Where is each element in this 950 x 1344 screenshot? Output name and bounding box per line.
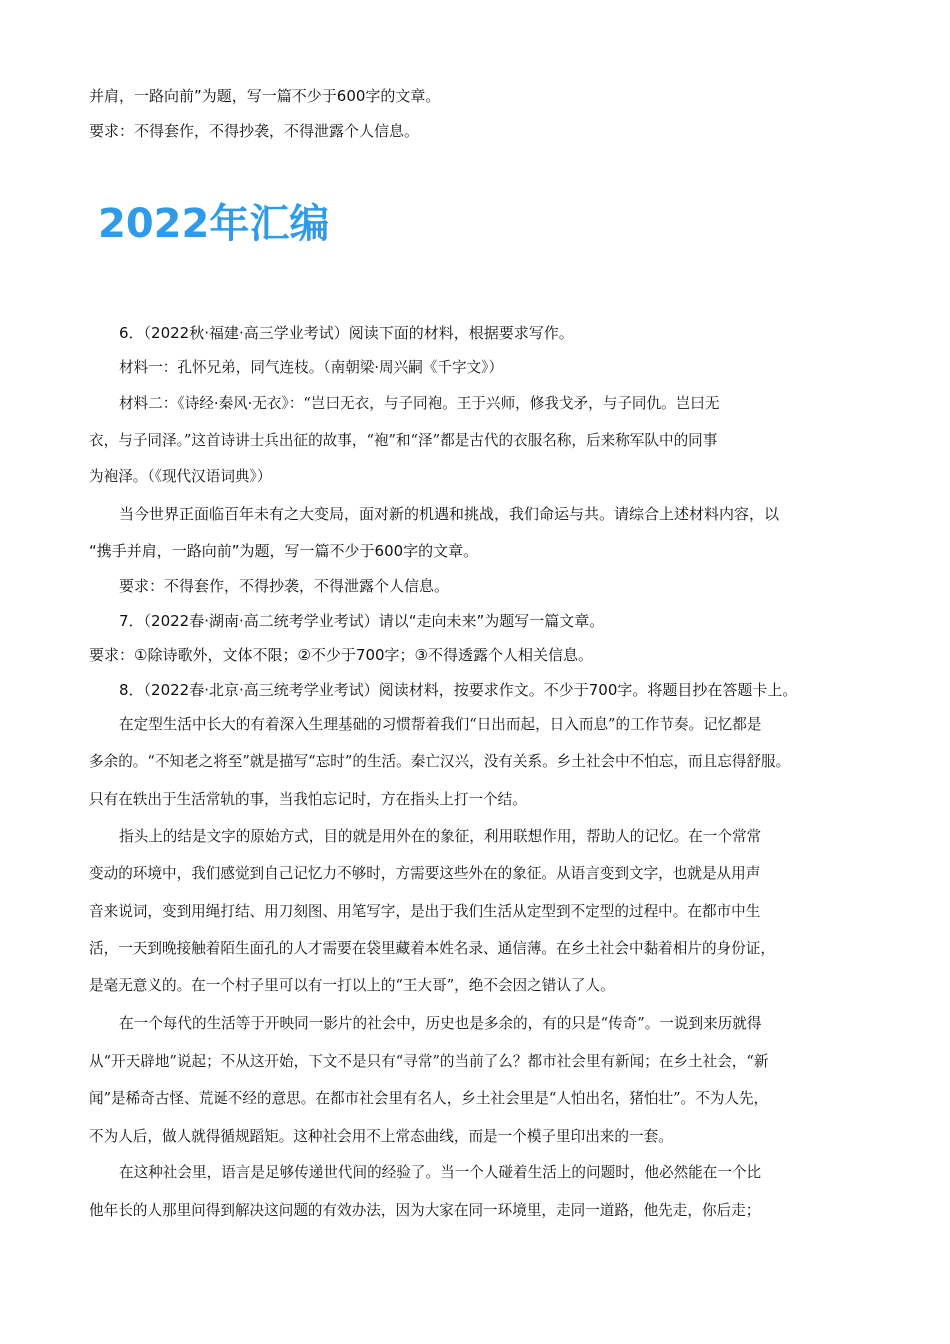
q8-paragraph-2-line-5: 是毫无意义的。在一个村子里可以有一打以上的“王大哥”，绝不会因之错认了人。: [89, 977, 615, 994]
q8-paragraph-4-line-2: 他年长的人那里问得到解决这问题的有效办法，因为大家在同一环境里，走同一道路，他先走，你后走；: [89, 1202, 761, 1219]
q8-paragraph-2-line-2: 变动的环境中，我们感觉到自己记忆力不够时，方需要这些外在的象征。从语言变到文字，也就是从用声: [89, 865, 761, 882]
intro-requirement: 要求：不得套作，不得抄袭，不得泄露个人信息。: [89, 122, 420, 140]
q6-material-2-line-2: 衣，与子同泽。”这首诗讲士兵出征的故事，“袍”和“泽”都是古代的衣服名称，后来称军队中的同事: [89, 432, 718, 449]
q8-paragraph-1-line-3: 只有在轶出于生活常轨的事，当我怕忘记时，方在指头上打一个结。: [89, 791, 527, 808]
q8-paragraph-3-line-4: 不为人后，做人就得循规蹈矩。这种社会用不上常态曲线，而是一个模子里印出来的一套。: [89, 1128, 673, 1145]
q6-material-1: 材料一：孔怀兄弟，同气连枝。（南朝梁·周兴嗣《千字文》）: [119, 359, 504, 376]
q6-material-2-line-1: 材料二：《诗经·秦风·无衣》：“岂曰无衣，与子同袍。王于兴师，修我戈矛，与子同仇。岂曰无: [119, 395, 720, 412]
q8-paragraph-3-line-3: 闻”是稀奇古怪、荒诞不经的意思。在都市社会里有名人，乡土社会里是“人怕出名，猪怕壮”。不为人先，: [89, 1090, 769, 1107]
question-8-header: 8．（2022春·北京·高三统考学业考试）阅读材料，按要求作文。不少于700字。将题目抄在答题卡上。: [119, 681, 798, 699]
question-7-header: 7．（2022春·湖南·高二统考学业考试）请以“走向未来”为题写一篇文章。: [119, 612, 605, 630]
q8-paragraph-2-line-1: 指头上的结是文字的原始方式，目的就是用外在的象征，利用联想作用，帮助人的记忆。在一个常常: [119, 828, 762, 845]
q8-paragraph-2-line-3: 音来说词，变到用绳打结、用刀刻图、用笔写字，是出于我们生活从定型到不定型的过程中。在都市中生: [89, 903, 761, 920]
q7-requirement: 要求：①除诗歌外，文体不限；②不少于700字；③不得透露个人相关信息。: [89, 646, 593, 664]
question-6-header: 6．（2022秋·福建·高三学业考试）阅读下面的材料，根据要求写作。: [119, 324, 574, 342]
q8-paragraph-3-line-1: 在一个每代的生活等于开映同一影片的社会中，历史也是多余的，有的只是“传奇”。一说到来历就得: [119, 1015, 762, 1032]
intro-line-1: 并肩，一路向前”为题，写一篇不少于600字的文章。: [89, 87, 441, 105]
q8-paragraph-1-line-1: 在定型生活中长大的有着深入生理基础的习惯帮着我们“日出而起，日入而息”的工作节奏。记忆都是: [119, 716, 762, 733]
q8-paragraph-4-line-1: 在这种社会里，语言是足够传递世代间的经验了。当一个人碰着生活上的问题时，他必然能在一个比: [119, 1164, 762, 1181]
q8-paragraph-3-line-2: 从“开天辟地”说起；不从这开始，下文不是只有“寻常”的当前了么？都市社会里有新闻；在乡土社会，“新: [89, 1053, 769, 1070]
section-heading: 2022年汇编: [98, 201, 330, 247]
q6-task-line-1: 当今世界正面临百年未有之大变局，面对新的机遇和挑战，我们命运与共。请综合上述材料内容，以: [119, 505, 780, 523]
q6-requirement: 要求：不得套作，不得抄袭，不得泄露个人信息。: [119, 577, 450, 595]
q8-paragraph-1-line-2: 多余的。“不知老之将至”就是描写“忘时”的生活。秦亡汉兴，没有关系。乡土社会中不怕忘，而且忘得舒服。: [89, 753, 791, 770]
q8-paragraph-2-line-4: 活，一天到晚接触着陌生面孔的人才需要在袋里藏着本姓名录、通信薄。在乡土社会中黏着相片的身份证，: [89, 940, 775, 957]
q6-task-line-2: “携手并肩，一路向前”为题，写一篇不少于600字的文章。: [89, 542, 479, 560]
q6-material-2-line-3: 为袍泽。（《现代汉语词典》）: [89, 468, 272, 485]
